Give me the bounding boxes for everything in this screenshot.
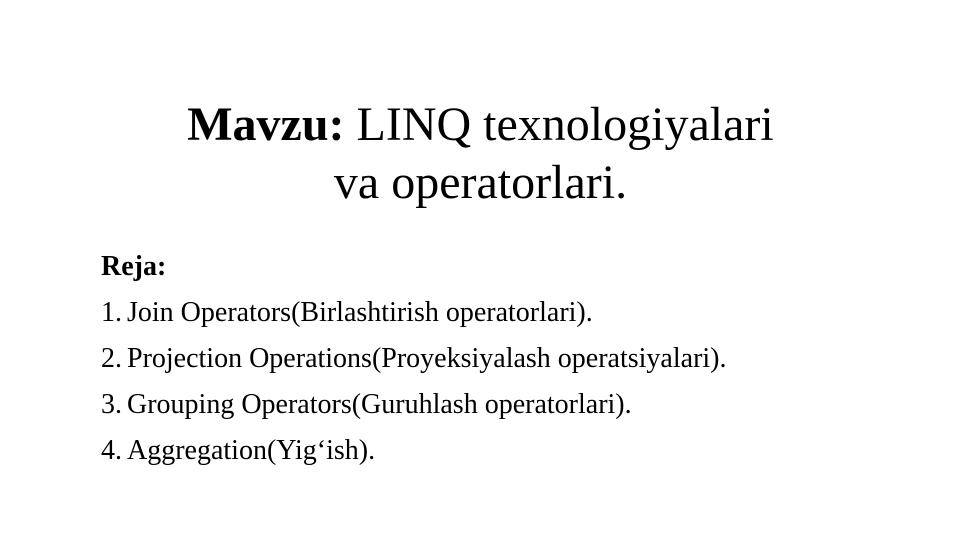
plan-item-text: Aggregation(Yig‘ish). xyxy=(127,435,376,466)
plan-item xyxy=(101,340,901,378)
plan-heading: Reja: xyxy=(101,251,167,282)
plan-item-number: 2. xyxy=(101,343,122,374)
plan-item-number: 4. xyxy=(101,435,122,466)
plan-item xyxy=(101,294,901,332)
slide-title xyxy=(0,96,961,212)
title-prefix: Mavzu: xyxy=(187,98,345,151)
title-line-1 xyxy=(0,96,961,154)
plan-item-number: 1. xyxy=(101,297,122,328)
plan-item-text: Join Operators(Birlashtirish operatorlari). xyxy=(127,297,593,328)
title-line-2: va operatorlari. xyxy=(333,156,628,209)
plan-item-text: Grouping Operators(Guruhlash operatorlari). xyxy=(127,389,632,420)
title-topic: LINQ texnologiyalari xyxy=(356,98,774,151)
plan-item xyxy=(101,432,901,470)
plan-item-text: Projection Operations(Proyeksiyalash operatsiyalari). xyxy=(127,343,727,374)
plan-section xyxy=(101,248,901,478)
plan-item xyxy=(101,386,901,424)
plan-item-number: 3. xyxy=(101,389,122,420)
